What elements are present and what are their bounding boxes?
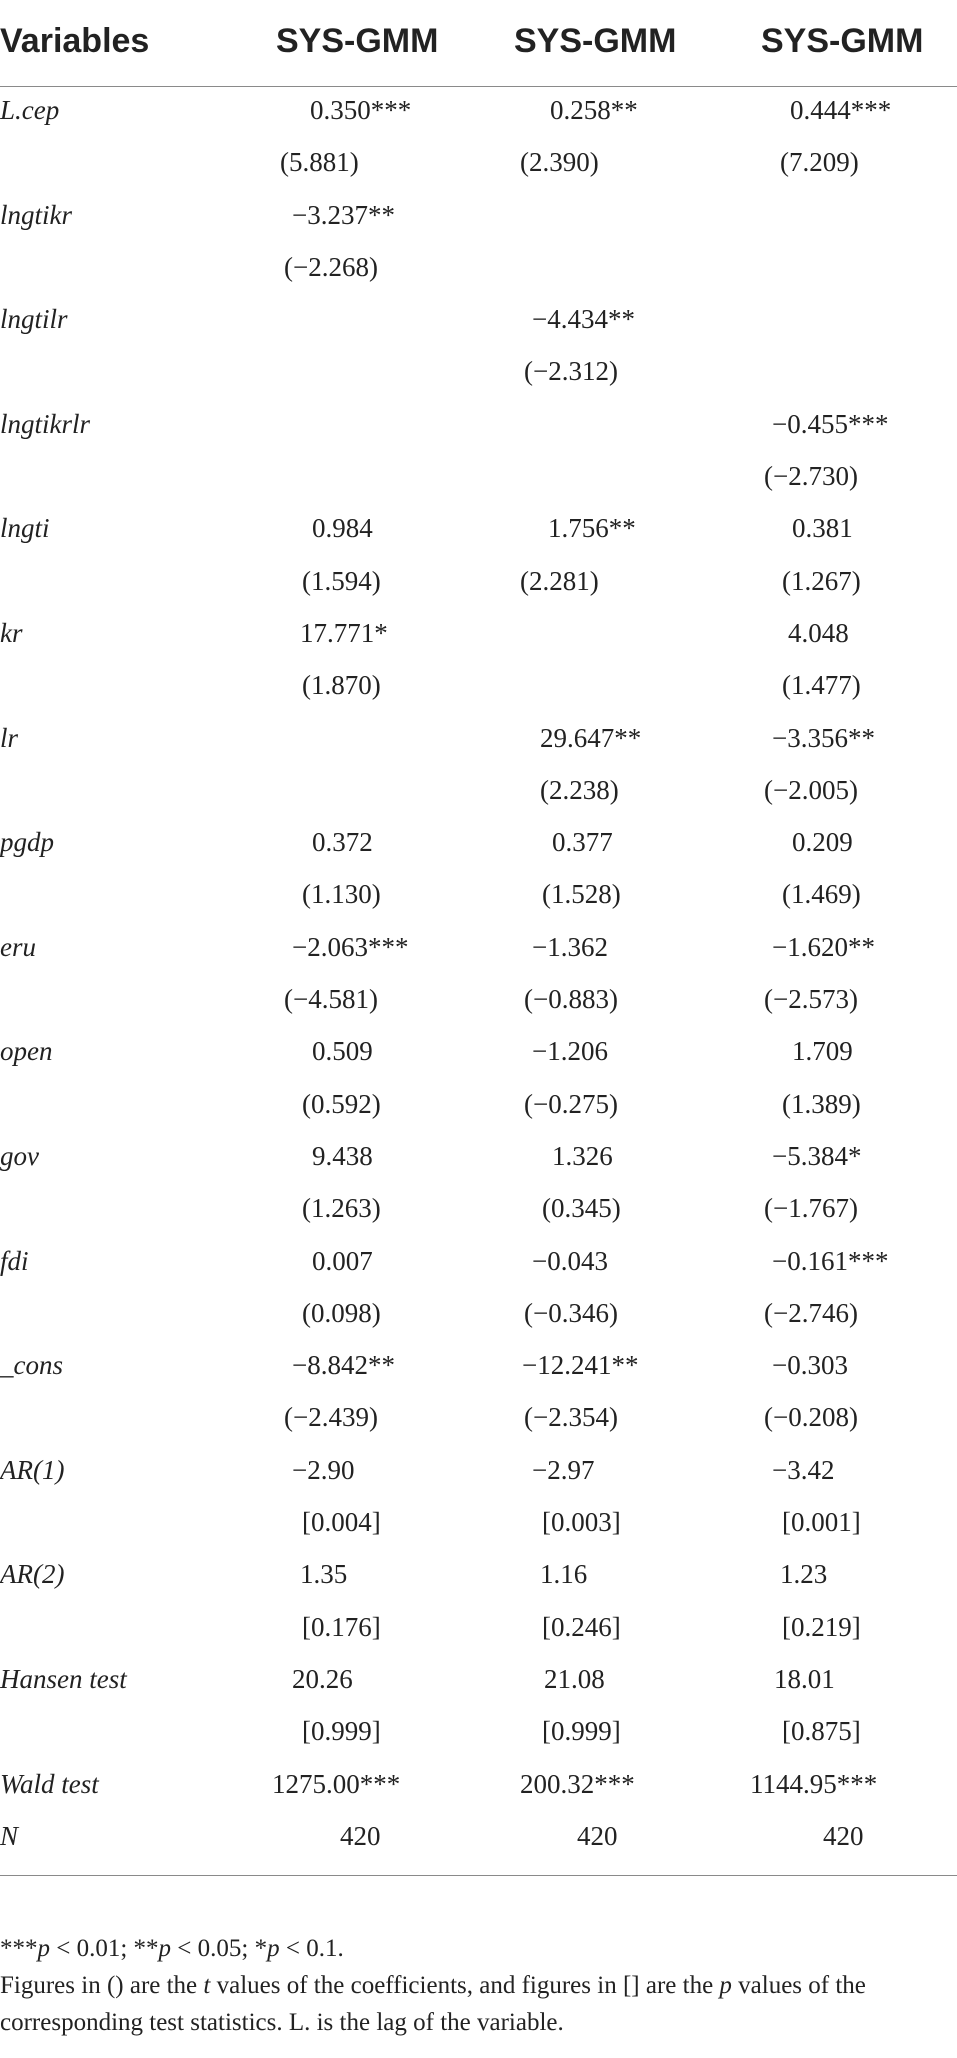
header-variables: Variables: [0, 22, 150, 60]
note-stars-1: ***: [0, 1935, 38, 1962]
note-text-e: values of the: [731, 1972, 866, 1999]
cell-col3: (−2.730): [764, 461, 858, 492]
table-body: [0, 87, 957, 1865]
row-label: lr: [0, 722, 19, 753]
row-label: lngti: [0, 513, 50, 544]
cell-col2: 1.16: [540, 1559, 588, 1590]
cell-col2: 1.326: [552, 1140, 613, 1171]
table-row: [0, 767, 957, 819]
note-p-2: p: [158, 1935, 172, 1962]
note-threshold-3: < 0.1.: [279, 1935, 344, 1962]
cell-col2: 0.377: [552, 827, 613, 858]
row-label: lngtikrlr: [0, 408, 91, 439]
table-row: [0, 401, 957, 453]
cell-col2: [0.246]: [542, 1611, 621, 1642]
table-header: [0, 0, 957, 87]
table-row: [0, 1028, 957, 1080]
table-row: [0, 1447, 957, 1499]
note-p-3: p: [267, 1935, 280, 1962]
cell-col1: (5.881): [280, 147, 359, 178]
cell-col3: −3.356**: [772, 722, 875, 753]
cell-col3: −0.303: [772, 1350, 848, 1381]
cell-col1: −3.237**: [292, 199, 395, 230]
table-row: [0, 1185, 957, 1237]
cell-col1: (1.263): [302, 1193, 381, 1224]
cell-col3: (7.209): [780, 147, 859, 178]
cell-col3: 4.048: [788, 617, 849, 648]
cell-col1: 17.771*: [300, 617, 388, 648]
row-label: _cons: [0, 1350, 63, 1381]
cell-col1: (−2.439): [284, 1402, 378, 1433]
cell-col2: −0.043: [532, 1245, 608, 1276]
row-label: L.cep: [0, 95, 60, 125]
table-row: [0, 1813, 957, 1865]
cell-col3: −1.620**: [772, 931, 875, 962]
row-label: pgdp: [0, 827, 54, 858]
table-row: [0, 558, 957, 610]
table-row: [0, 1604, 957, 1656]
cell-col3: (−1.767): [764, 1193, 858, 1224]
cell-col3: −5.384*: [772, 1140, 862, 1171]
cell-col2: [0.999]: [542, 1716, 621, 1747]
cell-col3: [0.219]: [782, 1611, 861, 1642]
cell-col1: 0.372: [312, 827, 373, 858]
cell-col1: (1.130): [302, 879, 381, 910]
row-label: AR(2): [0, 1559, 65, 1590]
table-row: [0, 1551, 957, 1603]
table-row: [0, 1342, 957, 1394]
row-label: open: [0, 1036, 53, 1067]
row-label: lngtilr: [0, 304, 68, 335]
cell-col2: (2.281): [520, 565, 599, 596]
cell-col1: 1.35: [300, 1559, 348, 1590]
cell-col2: (−2.312): [524, 356, 618, 387]
cell-col3: (1.389): [782, 1088, 861, 1119]
cell-col1: 0.007: [312, 1245, 373, 1276]
table-row: [0, 871, 957, 923]
cell-col3: (−2.005): [764, 774, 858, 805]
cell-col3: (−2.746): [764, 1297, 858, 1328]
cell-col2: (2.390): [520, 147, 599, 178]
lag-note: corresponding test statistics. L. is the lag of the variable.: [0, 2009, 564, 2036]
table-row: [0, 348, 957, 400]
table-notes: [0, 1930, 957, 2041]
table-row: [0, 924, 957, 976]
cell-col1: 9.438: [312, 1140, 373, 1171]
cell-col3: (1.267): [782, 565, 861, 596]
cell-col3: 18.01: [774, 1663, 835, 1694]
cell-col3: −3.42: [772, 1454, 835, 1485]
cell-col1: −2.063***: [292, 931, 409, 962]
header-col3: SYS-GMM: [761, 22, 924, 60]
table-row: [0, 1133, 957, 1185]
cell-col2: −1.362: [532, 931, 608, 962]
cell-col3: [0.001]: [782, 1507, 861, 1538]
cell-col1: 1275.00***: [272, 1768, 401, 1799]
cell-col3: 0.381: [792, 513, 853, 544]
cell-col1: (1.594): [302, 565, 381, 596]
cell-col3: [0.875]: [782, 1716, 861, 1747]
figures-note: [0, 1967, 957, 2004]
cell-col3: (−0.208): [764, 1402, 858, 1433]
table-row: [0, 1499, 957, 1551]
cell-col2: 420: [577, 1820, 618, 1851]
note-p: p: [719, 1972, 732, 1999]
cell-col2: 29.647**: [540, 722, 642, 753]
table-row: [0, 244, 957, 296]
cell-col1: 420: [340, 1820, 381, 1851]
cell-col3: 1144.95***: [750, 1768, 878, 1799]
cell-col2: −2.97: [532, 1454, 595, 1485]
cell-col2: 21.08: [544, 1663, 605, 1694]
cell-col1: (−4.581): [284, 984, 378, 1015]
table-row: [0, 1238, 957, 1290]
row-label: AR(1): [0, 1454, 65, 1485]
cell-col2: (−0.275): [524, 1088, 618, 1119]
cell-col1: (0.098): [302, 1297, 381, 1328]
cell-col3: 1.23: [780, 1559, 828, 1590]
row-label: Wald test: [0, 1768, 99, 1799]
cell-col1: 0.984: [312, 513, 373, 544]
cell-col2: (−0.346): [524, 1297, 618, 1328]
cell-col3: 1.709: [792, 1036, 853, 1067]
table-row: [0, 976, 957, 1028]
cell-col3: 0.444***: [790, 95, 892, 125]
cell-col2: (1.528): [542, 879, 621, 910]
cell-col2: 1.756**: [548, 513, 636, 544]
row-label: gov: [0, 1140, 39, 1171]
cell-col1: [0.999]: [302, 1716, 381, 1747]
table-row: [0, 296, 957, 348]
note-text-c: values of the coefficients, and figures in [] are the: [210, 1972, 720, 1999]
row-label: eru: [0, 931, 36, 962]
table-row: [0, 87, 957, 139]
header-col2: SYS-GMM: [514, 22, 677, 60]
cell-col1: (1.870): [302, 670, 381, 701]
cell-col1: −2.90: [292, 1454, 355, 1485]
cell-col3: −0.455***: [772, 408, 889, 439]
table-row: [0, 453, 957, 505]
cell-col3: (−2.573): [764, 984, 858, 1015]
note-threshold-1: < 0.01; **: [50, 1935, 159, 1962]
cell-col2: (−2.354): [524, 1402, 618, 1433]
table-row: [0, 192, 957, 244]
table-row: [0, 1394, 957, 1446]
row-label: lngtikr: [0, 199, 72, 230]
cell-col2: 0.258**: [550, 95, 638, 125]
table-row: [0, 715, 957, 767]
row-label: Hansen test: [0, 1663, 127, 1694]
significance-note: [0, 1930, 957, 1967]
table-row: [0, 1708, 957, 1760]
cell-col2: (2.238): [540, 774, 619, 805]
cell-col1: [0.176]: [302, 1611, 381, 1642]
cell-col2: [0.003]: [542, 1507, 621, 1538]
note-p-1: p: [37, 1935, 50, 1962]
cell-col3: (1.469): [782, 879, 861, 910]
note-threshold-2: < 0.05; *: [171, 1935, 268, 1962]
cell-col3: 0.209: [792, 827, 853, 858]
cell-col2: (−0.883): [524, 984, 618, 1015]
table-bottom-rule: [0, 1875, 957, 1876]
cell-col1: (−2.268): [284, 251, 378, 282]
table-row: [0, 610, 957, 662]
table-row: [0, 1656, 957, 1708]
cell-col3: −0.161***: [772, 1245, 889, 1276]
table-row: [0, 1290, 957, 1342]
table-row: [0, 1761, 957, 1813]
table-row: [0, 139, 957, 191]
row-label: fdi: [0, 1245, 29, 1276]
table-row: [0, 1081, 957, 1133]
cell-col2: (0.345): [542, 1193, 621, 1224]
table-row: [0, 662, 957, 714]
cell-col1: −8.842**: [292, 1350, 395, 1381]
row-label: N: [0, 1820, 19, 1851]
cell-col1: (0.592): [302, 1088, 381, 1119]
cell-col2: −4.434**: [532, 304, 635, 335]
cell-col1: [0.004]: [302, 1507, 381, 1538]
cell-col2: −12.241**: [522, 1350, 639, 1381]
table-row: [0, 819, 957, 871]
cell-col3: 420: [823, 1820, 864, 1851]
cell-col2: −1.206: [532, 1036, 608, 1067]
cell-col1: 20.26: [292, 1663, 353, 1694]
cell-col3: (1.477): [782, 670, 861, 701]
cell-col2: 200.32***: [520, 1768, 635, 1799]
row-label: kr: [0, 617, 23, 648]
table-row: [0, 505, 957, 557]
cell-col1: 0.350***: [310, 95, 412, 125]
cell-col1: 0.509: [312, 1036, 373, 1067]
header-col1: SYS-GMM: [276, 22, 439, 60]
note-t: t: [203, 1972, 211, 1999]
note-text-a: Figures in () are the: [0, 1972, 204, 1999]
